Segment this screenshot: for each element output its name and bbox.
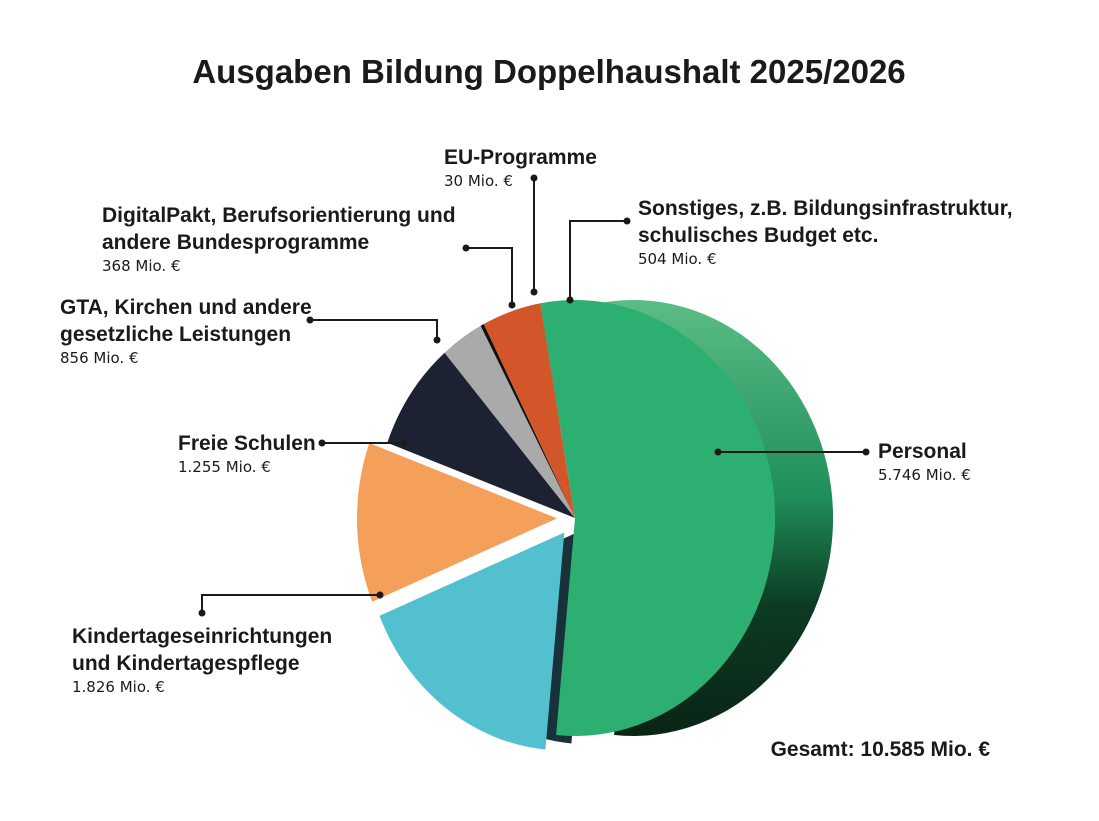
slice-label-personal-line-0: Personal	[878, 440, 967, 463]
slice-label-digital-line-1: andere Bundesprogramme	[102, 231, 370, 254]
leader-dot-personal-1	[863, 449, 870, 456]
leader-dot-kita-1	[199, 610, 206, 617]
slice-value-freie: 1.255 Mio. €	[178, 458, 271, 476]
slice-label-sonst-line-0: Sonstiges, z.B. Bildungsinfrastruktur,	[638, 197, 1013, 220]
leader-line-kita	[202, 595, 380, 613]
leader-line-sonst	[570, 221, 627, 300]
slice-label-sonst-line-1: schulisches Budget etc.	[638, 224, 879, 247]
total-label: Gesamt: 10.585 Mio. €	[770, 738, 990, 761]
leader-dot-sonst-1	[567, 297, 574, 304]
slice-label-kita-line-0: Kindertageseinrichtungen	[72, 625, 333, 648]
chart-title: Ausgaben Bildung Doppelhaushalt 2025/2026	[192, 53, 906, 90]
leader-line-digital	[466, 248, 512, 305]
leader-dot-digital-1	[509, 302, 516, 309]
leader-dot-eu-0	[531, 175, 538, 182]
slice-label-gta-line-0: GTA, Kirchen und andere	[60, 296, 312, 319]
leader-dot-freie-0	[319, 440, 326, 447]
slice-label-gta-line-1: gesetzliche Leistungen	[60, 323, 292, 346]
pie-slices	[357, 300, 833, 750]
leader-dot-freie-1	[401, 440, 408, 447]
slice-label-digital-line-0: DigitalPakt, Berufsorientierung und	[102, 204, 456, 227]
leader-line-gta	[310, 320, 437, 340]
leader-dot-personal-0	[715, 449, 722, 456]
leader-dot-kita-0	[377, 592, 384, 599]
slice-value-kita: 1.826 Mio. €	[72, 678, 165, 696]
slice-value-eu: 30 Mio. €	[444, 172, 513, 190]
slice-label-eu-line-0: EU-Programme	[444, 146, 597, 169]
slice-value-digital: 368 Mio. €	[102, 257, 181, 275]
leader-dot-gta-1	[434, 337, 441, 344]
leader-dot-digital-0	[463, 245, 470, 252]
leader-dot-eu-1	[531, 289, 538, 296]
slice-label-freie-line-0: Freie Schulen	[178, 432, 316, 455]
slice-label-kita-line-1: und Kindertagespflege	[72, 652, 300, 675]
slice-value-gta: 856 Mio. €	[60, 349, 139, 367]
slice-value-sonst: 504 Mio. €	[638, 250, 717, 268]
leader-dot-sonst-0	[624, 218, 631, 225]
slice-value-personal: 5.746 Mio. €	[878, 466, 971, 484]
